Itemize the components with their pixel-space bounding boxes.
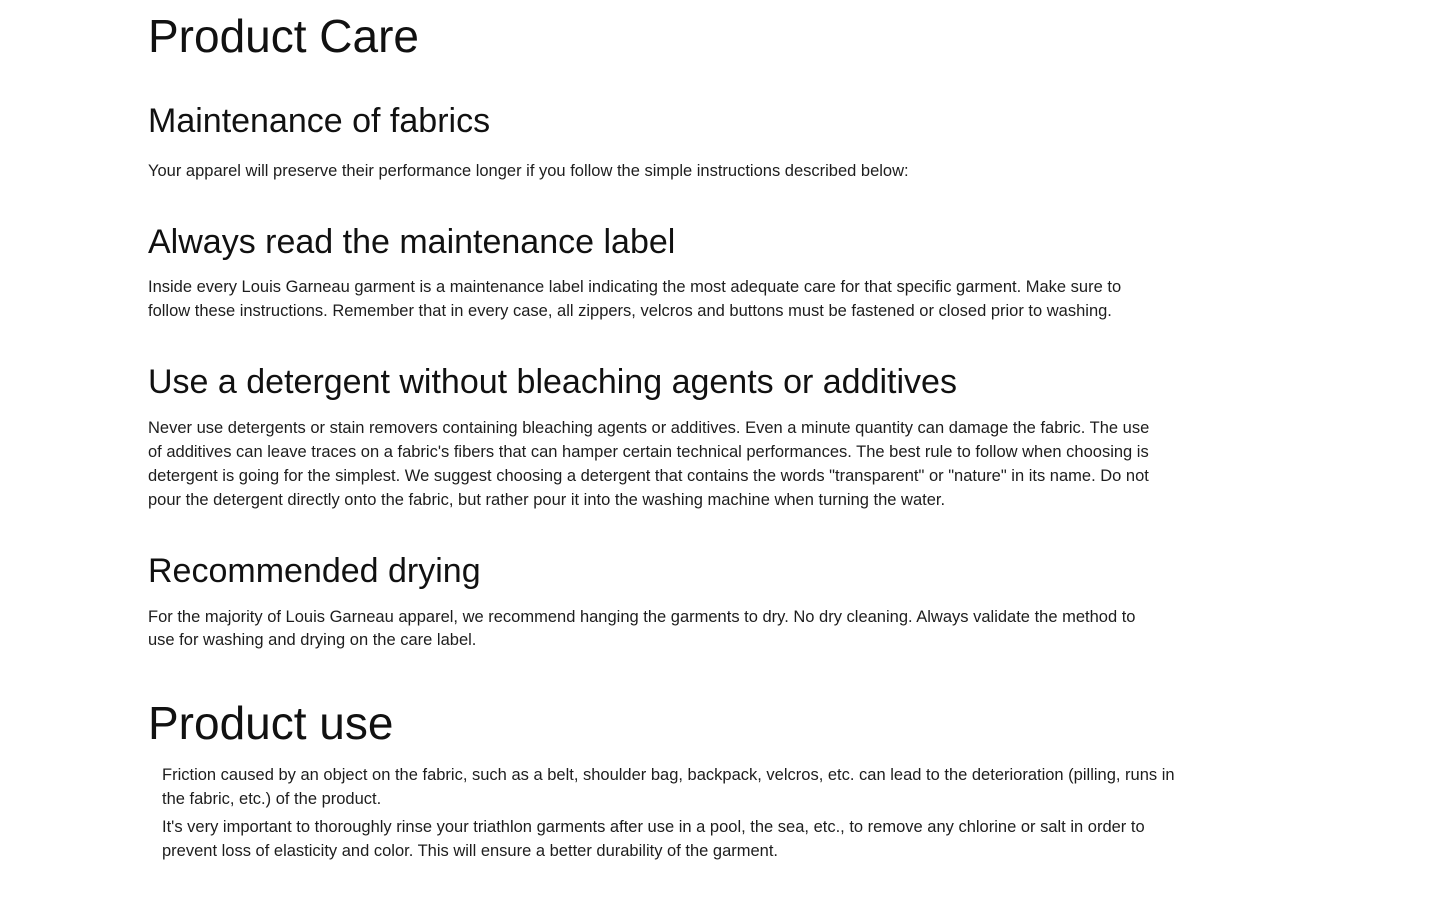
list-item: It's very important to thoroughly rinse your triathlon garments after use in a pool, the sea, etc., to remove any chlorine or salt in order to prevent loss of elasticity and color. This will ensure a better durability of the garment. (162, 818, 1145, 861)
detergent-text: Never use detergents or stain removers containing bleaching agents or additives. Even a minute quantity can damage the fabric. The use of additives can leave traces on a fabric's fibers that can hamper certain technical performances. The best rule to follow when choosing is detergent is going for the simplest. We suggest choosing a detergent that contains the words "transparent" or "nature" in its name. Do not pour the detergent directly onto the fabric, but rather pour it into the washing machine when turning the water. (148, 419, 1150, 509)
product-use-title: Product use (148, 697, 394, 750)
section-heading-recommended-drying: Recommended drying (148, 551, 481, 590)
page-title: Product Care (148, 10, 420, 62)
recommended-drying-text: For the majority of Louis Garneau apparel, we recommend hanging the garments to dry. No dry cleaning. Always validate the method to use for washing and drying on the care label. (148, 607, 1136, 650)
section-heading-maintenance-of-fabrics: Maintenance of fabrics (148, 101, 491, 140)
bottom-spacer (148, 868, 1297, 898)
maintenance-intro-text: Your apparel will preserve their performance longer if you follow the simple instructions described below: (148, 161, 909, 180)
product-use-list (148, 750, 1182, 868)
maintenance-label-text: Inside every Louis Garneau garment is a maintenance label indicating the most adequate care for that specific garment. Make sure to follow these instructions. Remember that in every case, all zippers, velcros and buttons must be fastened or closed prior to washing. (148, 278, 1122, 321)
section-heading-use-a-detergent-without-bleaching-agents-or-additives: Use a detergent without bleaching agents or additives (148, 363, 957, 402)
list-item: Friction caused by an object on the fabric, such as a belt, shoulder bag, backpack, velcros, etc. can lead to the deterioration (pilling, runs in the fabric, etc.) of the product. (162, 766, 1175, 809)
section-heading-always-read-the-maintenance-label: Always read the maintenance label (148, 222, 676, 261)
